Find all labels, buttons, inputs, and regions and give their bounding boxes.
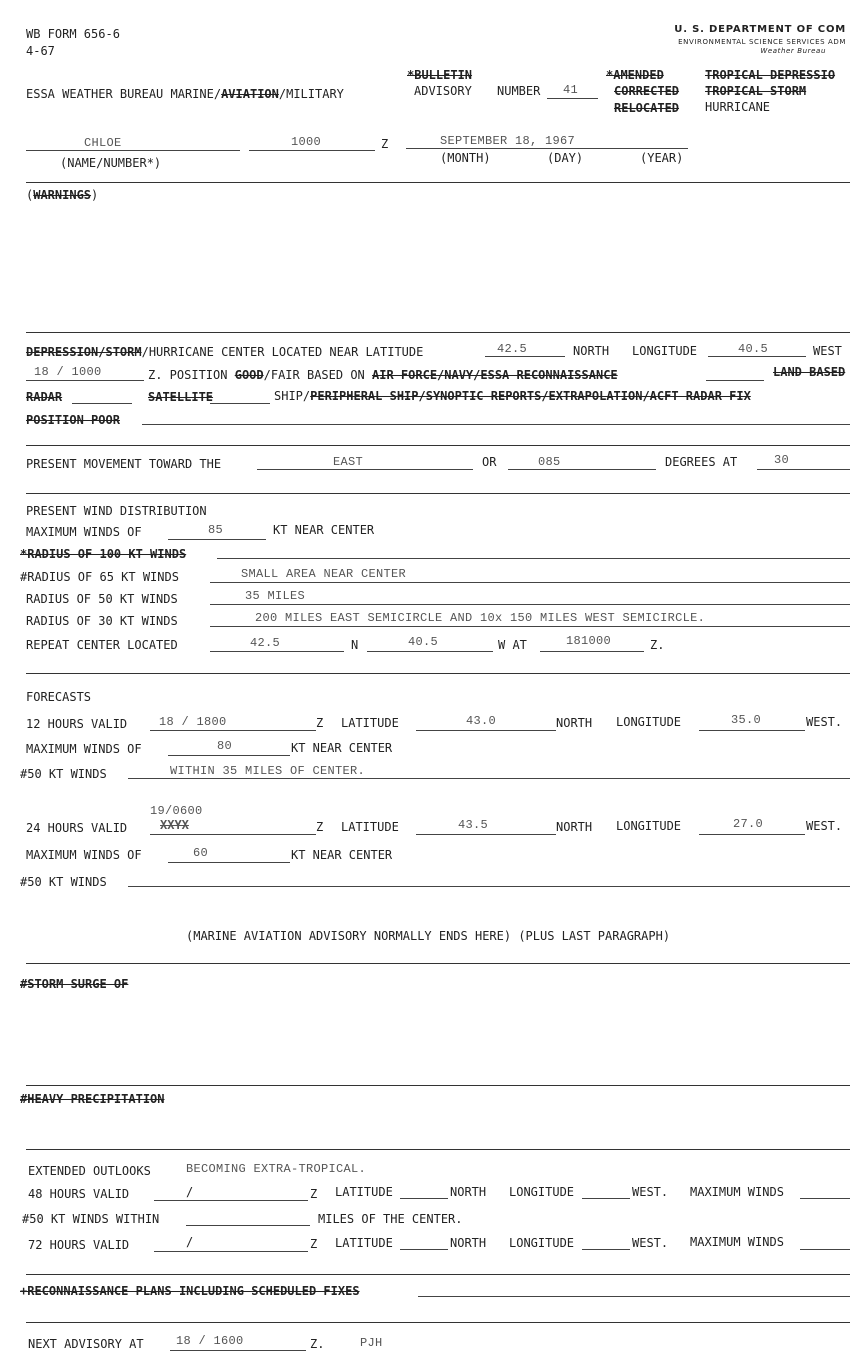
ship-label: SHIP/PERIPHERAL SHIP/SYNOPTIC REPORTS/EXTRAPOLATION/ACFT RADAR FIX <box>274 389 751 403</box>
radius-65-label: #RADIUS OF 65 KT WINDS <box>20 570 179 584</box>
radius-50-label: RADIUS OF 50 KT WINDS <box>26 592 178 606</box>
corrected-struck: CORRECTED <box>614 84 680 98</box>
agency-aviation-struck: AVIATION <box>221 87 279 101</box>
divider <box>26 1274 850 1275</box>
extended-value: BECOMING EXTRA-TROPICAL. <box>186 1162 367 1176</box>
position-z-label: Z. POSITION GOOD/FAIR BASED ON AIR FORCE/NAVY/ESSA RECONNAISSANCE <box>148 368 618 382</box>
h48-slash: / <box>186 1185 194 1199</box>
longitude-label: LONGITUDE <box>632 344 698 358</box>
storm-type-depression: TROPICAL DEPRESSIO <box>705 68 836 82</box>
warnings-label: (WARNINGS) <box>26 188 99 202</box>
advisory-time: 1000 <box>291 135 322 149</box>
divider <box>26 445 850 446</box>
position-poor-struck: POSITION POOR <box>26 413 120 427</box>
position-line-1: DEPRESSION/STORM/HURRICANE CENTER LOCATED NEAR LATITUDE <box>26 345 424 359</box>
h12-50kt-label: #50 KT WINDS <box>20 767 107 781</box>
depression-storm-struck: DEPRESSION/STORM <box>26 345 142 359</box>
h12-latitude-label: LATITUDE <box>341 716 399 730</box>
h72-slash: / <box>186 1235 194 1249</box>
land-based-struck: LAND BASED <box>773 365 846 379</box>
h24-label: 24 HOURS VALID <box>26 821 128 835</box>
center-longitude: 40.5 <box>738 342 769 356</box>
repeat-time: 181000 <box>566 634 612 648</box>
movement-speed: 30 <box>774 453 790 467</box>
h48-longitude-label: LONGITUDE <box>509 1185 575 1199</box>
movement-label: PRESENT MOVEMENT TOWARD THE <box>26 457 222 471</box>
h72-label: 72 HOURS VALID <box>28 1238 130 1252</box>
h24-valid: 19/0600 <box>150 804 203 818</box>
movement-degrees: 085 <box>538 455 561 469</box>
divider <box>26 332 850 333</box>
storm-type-storm: TROPICAL STORM <box>705 84 807 98</box>
h24-latitude-label: LATITUDE <box>341 820 399 834</box>
h12-longitude: 35.0 <box>731 713 762 727</box>
radius-30-label: RADIUS OF 30 KT WINDS <box>26 614 178 628</box>
z-dot-label: Z. <box>650 638 665 652</box>
repeat-center-label: REPEAT CENTER LOCATED <box>26 638 178 652</box>
extended-label: EXTENDED OUTLOOKS <box>28 1164 151 1178</box>
h12-latitude: 43.0 <box>466 714 497 728</box>
h24-kt-near: KT NEAR CENTER <box>291 848 393 862</box>
form-id: WB FORM 656-6 <box>26 27 120 41</box>
n-label: N <box>351 638 359 652</box>
bureau-name: Weather Bureau <box>760 47 826 55</box>
storm-type-hurricane: HURRICANE <box>705 100 771 114</box>
h24-struck: XXYX <box>160 818 189 832</box>
bulletin-struck: *BULLETIN <box>407 68 473 82</box>
position-day-time: 18 / 1000 <box>34 365 102 379</box>
forecasts-title: FORECASTS <box>26 690 92 704</box>
divider <box>26 1149 850 1150</box>
radius-50-value: 35 MILES <box>245 589 306 603</box>
west-label: WEST <box>813 344 842 358</box>
agency-prefix: ESSA WEATHER BUREAU MARINE/ <box>26 87 222 101</box>
next-advisory-label: NEXT ADVISORY AT <box>28 1337 144 1351</box>
movement-direction: EAST <box>333 455 364 469</box>
divider <box>26 1085 850 1086</box>
department-title: U. S. DEPARTMENT OF COM <box>674 24 846 35</box>
name-caption: (NAME/NUMBER*) <box>60 156 162 170</box>
h24-longitude-label: LONGITUDE <box>616 819 682 833</box>
max-winds-label: MAXIMUM WINDS OF <box>26 525 142 539</box>
h72-west: WEST. <box>632 1236 669 1250</box>
radar-struck: RADAR <box>26 390 63 404</box>
h12-50kt-value: WITHIN 35 MILES OF CENTER. <box>170 764 366 778</box>
h12-kt-near: KT NEAR CENTER <box>291 741 393 755</box>
advisory-z: Z <box>381 137 389 151</box>
forecaster-initials: PJH <box>360 1336 383 1350</box>
miles-center-label: MILES OF THE CENTER. <box>318 1212 463 1226</box>
repeat-latitude: 42.5 <box>250 636 281 650</box>
day-caption: (DAY) <box>547 151 584 165</box>
agency-suffix: /MILITARY <box>278 87 344 101</box>
h48-latitude-label: LATITUDE <box>335 1185 393 1199</box>
satellite-struck: SATELLITE <box>148 390 214 404</box>
h48-label: 48 HOURS VALID <box>28 1187 130 1201</box>
advisory-date: SEPTEMBER 18, 1967 <box>440 134 576 148</box>
h72-longitude-label: LONGITUDE <box>509 1236 575 1250</box>
repeat-longitude: 40.5 <box>408 635 439 649</box>
radius-100-struck: *RADIUS OF 100 KT WINDS <box>20 547 187 561</box>
h24-longitude: 27.0 <box>733 817 764 831</box>
department-subtitle: ENVIRONMENTAL SCIENCE SERVICES ADM <box>678 38 846 46</box>
center-latitude: 42.5 <box>497 342 528 356</box>
year-caption: (YEAR) <box>640 151 684 165</box>
agency-line <box>26 87 344 101</box>
h24-50kt-label: #50 KT WINDS <box>20 875 107 889</box>
kt50-within-label: #50 KT WINDS WITHIN <box>22 1212 160 1226</box>
kt-near-center: KT NEAR CENTER <box>273 523 375 537</box>
month-caption: (MONTH) <box>440 151 491 165</box>
h24-z: Z <box>316 820 324 834</box>
wind-distribution-title: PRESENT WIND DISTRIBUTION <box>26 504 207 518</box>
max-winds-value: 85 <box>208 523 224 537</box>
recon-plans-struck: +RECONNAISSANCE PLANS INCLUDING SCHEDULED FIXES <box>20 1284 360 1298</box>
number-label: NUMBER <box>497 84 541 98</box>
h12-max-label: MAXIMUM WINDS OF <box>26 742 142 756</box>
divider <box>26 673 850 674</box>
divider <box>26 963 850 964</box>
next-advisory-time: 18 / 1600 <box>176 1334 244 1348</box>
next-z: Z. <box>310 1337 325 1351</box>
h72-z: Z <box>310 1237 318 1251</box>
amended-struck: *AMENDED <box>606 68 664 82</box>
storm-surge-struck: #STORM SURGE OF <box>20 977 129 991</box>
h12-west: WEST. <box>806 715 843 729</box>
marine-note: (MARINE AVIATION ADVISORY NORMALLY ENDS HERE) (PLUS LAST PARAGRAPH) <box>186 929 671 943</box>
h72-north: NORTH <box>450 1236 487 1250</box>
reports-struck: PERIPHERAL SHIP/SYNOPTIC REPORTS/EXTRAPOLATION/ACFT RADAR FIX <box>310 389 751 403</box>
north-label: NORTH <box>573 344 610 358</box>
storm-name: CHLOE <box>84 136 122 150</box>
divider <box>26 182 850 183</box>
h72-max-winds: MAXIMUM WINDS <box>690 1235 784 1249</box>
h24-max-winds: 60 <box>193 846 209 860</box>
radius-30-value: 200 MILES EAST SEMICIRCLE AND 10x 150 MILES WEST SEMICIRCLE. <box>255 611 706 625</box>
w-at-label: W AT <box>498 638 527 652</box>
h12-longitude-label: LONGITUDE <box>616 715 682 729</box>
or-label: OR <box>482 455 497 469</box>
h12-north: NORTH <box>556 716 593 730</box>
h48-max-winds: MAXIMUM WINDS <box>690 1185 784 1199</box>
h48-west: WEST. <box>632 1185 669 1199</box>
relocated-struck: RELOCATED <box>614 101 680 115</box>
h12-label: 12 HOURS VALID <box>26 717 128 731</box>
degrees-at-label: DEGREES AT <box>665 455 738 469</box>
advisory-number: 41 <box>563 83 579 97</box>
radius-65-value: SMALL AREA NEAR CENTER <box>241 567 407 581</box>
advisory-label: ADVISORY <box>414 84 472 98</box>
h72-latitude-label: LATITUDE <box>335 1236 393 1250</box>
h24-latitude: 43.5 <box>458 818 489 832</box>
h12-z: Z <box>316 716 324 730</box>
divider <box>26 493 850 494</box>
h24-max-label: MAXIMUM WINDS OF <box>26 848 142 862</box>
divider <box>26 1322 850 1323</box>
heavy-precip-struck: #HEAVY PRECIPITATION <box>20 1092 165 1106</box>
h48-z: Z <box>310 1187 318 1201</box>
h12-valid: 18 / 1800 <box>159 715 227 729</box>
form-date: 4-67 <box>26 44 55 58</box>
h12-max-winds: 80 <box>217 739 233 753</box>
h24-north: NORTH <box>556 820 593 834</box>
recon-struck: AIR FORCE/NAVY/ESSA RECONNAISSANCE <box>372 368 618 382</box>
h24-west: WEST. <box>806 819 843 833</box>
h48-north: NORTH <box>450 1185 487 1199</box>
